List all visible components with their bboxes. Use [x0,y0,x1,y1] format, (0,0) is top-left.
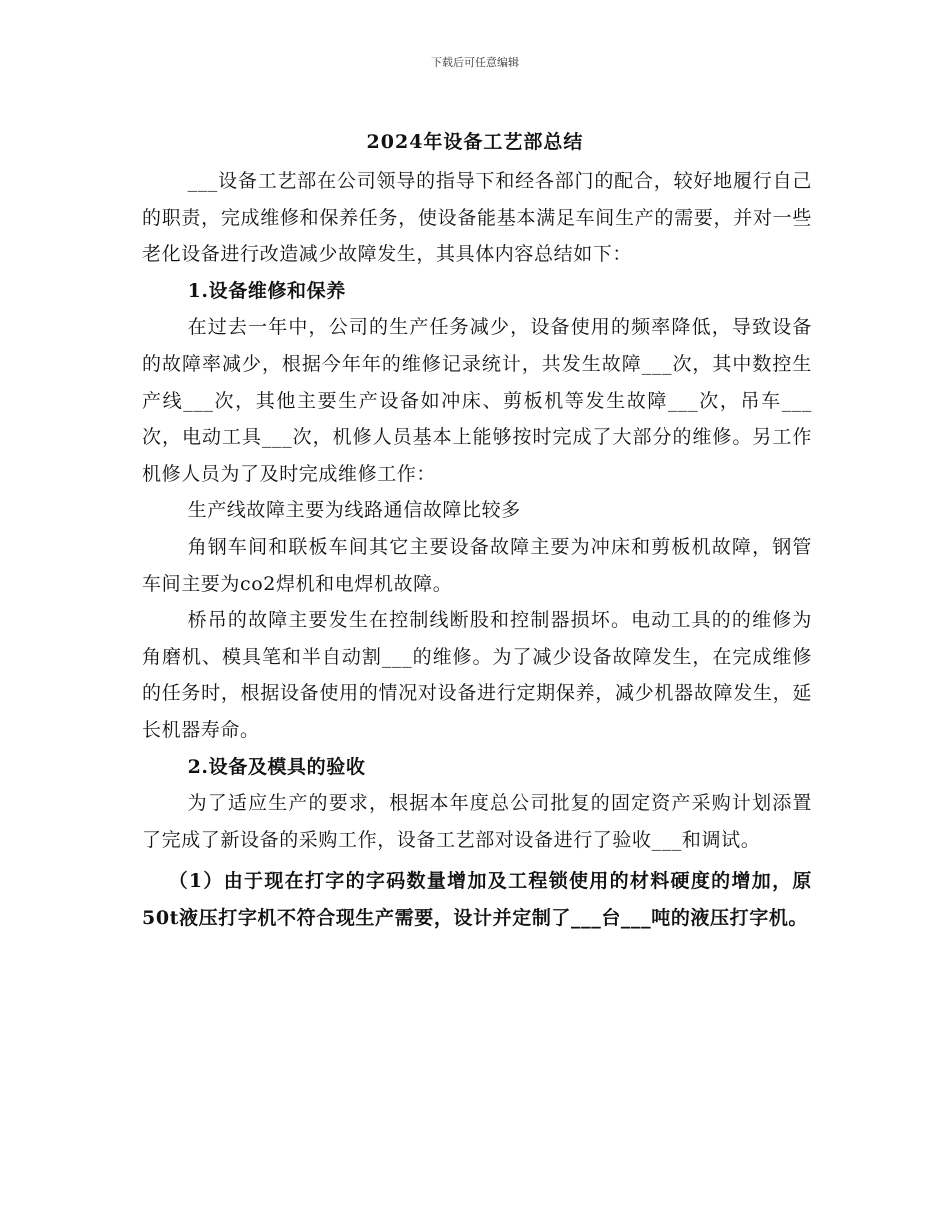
paragraph-acceptance: 为了适应生产的要求，根据本年度总公司批复的固定资产采购计划添置了完成了新设备的采购工作，设备工艺部对设备进行了验收___和调试。 [142,792,812,851]
paragraph-line-fault: 生产线故障主要为线路通信故障比较多 [187,499,521,522]
document-body [142,163,812,937]
section-heading-2: 2.设备及模具的验收 [187,755,366,778]
paragraph-crane-fault: 桥吊的故障主要发生在控制线断股和控制器损坏。电动工具的的维修为角磨机、模具笔和半自动割___的维修。为了减少设备故障发生，在完成维修的任务时，根据设备使用的情况对设备进行定期保养，减少机器故障发生，延长机器寿命。 [142,609,812,741]
paragraph-workshop-fault: 角钢车间和联板车间其它主要设备故障主要为冲床和剪板机故障，钢管车间主要为co2焊机和电焊机故障。 [142,535,812,595]
paragraph-maintenance: 在过去一年中，公司的生产任务减少，设备使用的频率降低，导致设备的故障率减少，根据今年年的维修记录统计，共发生故障___次，其中数控生产线___次，其他主要生产设备如冲床、剪板机等发生故障___次，吊车___次，电动工具___次，机修人员基本上能够按时完成了大部分的维修。另工作机修人员为了及时完成维修工作： [142,316,812,485]
page-header: 下载后可任意编辑 [431,56,519,69]
section-heading-1: 1.设备维修和保养 [187,279,346,302]
paragraph-press-machine: （1）由于现在打字的字码数量增加及工程锁使用的材料硬度的增加，原50t液压打字机不符合现生产需要，设计并定制了___台___吨的液压打字机。 [142,870,812,930]
intro-paragraph: ___设备工艺部在公司领导的指导下和经各部门的配合，较好地履行自己的职责，完成维修和保养任务，使设备能基本满足车间生产的需要，并对一些老化设备进行改造减少故障发生，其具体内容总结如下： [142,170,812,266]
document-title: 2024年设备工艺部总结 [366,131,584,153]
